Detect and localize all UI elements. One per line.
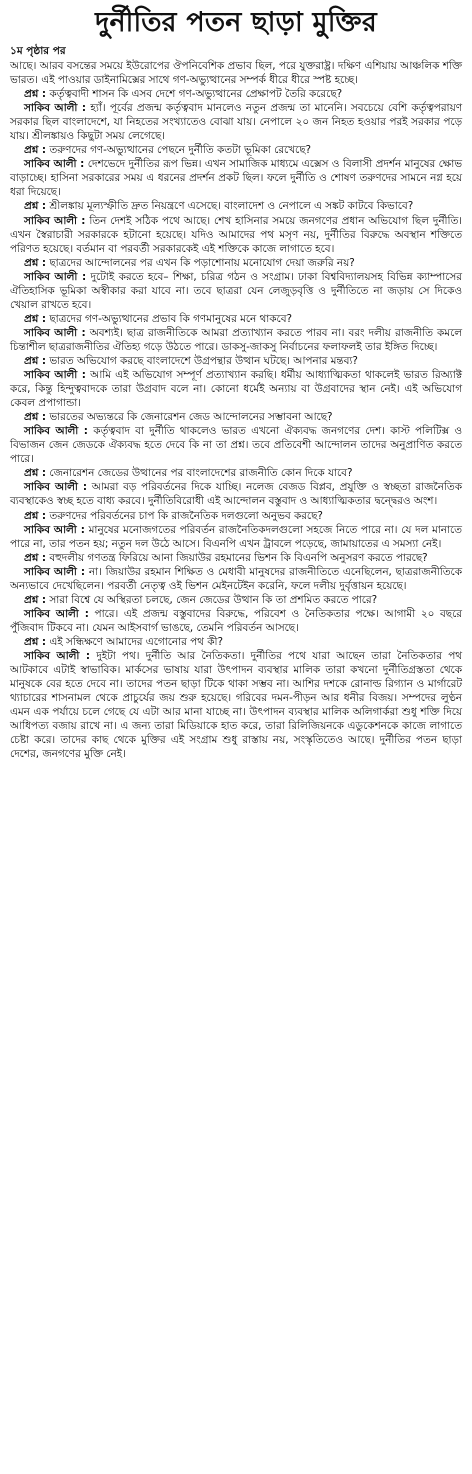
question-paragraph <box>10 551 462 565</box>
paragraph-text: আছে। আরব বসন্তের সময়ে ইউরোপের ঔপনিবেশিক প্রভাব ছিল, পরে যুক্তরাষ্ট্র। দক্ষিণ এশিয়ায় আঞ্চলিক শক্তি ভারত। এই পাওয়ার ডাইনামিক্সের সাথে গণ-অভ্যুত্থানের সম্পর্ক ধীরে ধীরে স্পষ্ট হচ্ছে। <box>10 60 462 87</box>
paragraph-text: দুটোই করতে হবে– শিক্ষা, চরিত্র গঠন ও সংগ্রাম। ঢাকা বিশ্ববিদ্যালয়সহ বিভিন্ন ক্যাম্পাসের ঐতিহাসিক ভূমিকা অস্বীকার করা যাবে না। তবে ছাত্ররা যেন লেজুড়বৃত্তি ও দুর্নীতিতে না জড়ায় সে দিকেও খেয়াল রাখতে হবে। <box>10 270 462 311</box>
speaker-label: সাকিব আলী : <box>24 425 88 438</box>
speaker-label: প্রশ্ন : <box>24 200 47 213</box>
speaker-label: প্রশ্ন : <box>24 551 47 564</box>
speaker-label: প্রশ্ন : <box>24 256 47 269</box>
speaker-label: প্রশ্ন : <box>24 635 47 648</box>
paragraph-text: বহুদলীয় গণতন্ত্র ফিরিয়ে আনা জিয়াউর রহমানের ভিশন কি বিএনপি অনুসরণ করতে পারছে? <box>49 551 428 564</box>
speaker-label: সাকিব আলী : <box>24 649 90 662</box>
question-paragraph <box>10 143 462 157</box>
article-body <box>10 59 462 761</box>
paragraph-text: পারে। এই প্রজন্ম বস্তুবাদের বিরুদ্ধে, পরিবেশ ও নৈতিকতার পক্ষে। আগামী ২০ বছরে পুঁজিবাদ টিকবে না। যেমন আইসবার্গ ভাঙছে, তেমনি পরিবর্তন আসছে। <box>10 607 462 634</box>
paragraph-text: ছাত্রদের গণ-অভ্যুত্থানের প্রভাব কি গণমানুষের মনে থাকবে? <box>49 312 293 325</box>
paragraph-text: মানুষের মনোজগতের পরিবর্তন রাজনৈতিকদলগুলো সহজে নিতে পারে না। যে দল মানাতে পারে না, তার পতন হয়; নতুন দল উঠে আসে। বিএনপি এখন ট্রাবলে পড়েছে, জামায়াতের এ সমস্যা নেই। <box>10 523 462 550</box>
speaker-label: সাকিব আলী : <box>24 481 88 494</box>
speaker-label: প্রশ্ন : <box>24 354 47 367</box>
answer-paragraph <box>10 607 462 635</box>
answer-paragraph <box>10 157 462 199</box>
paragraph-text: দুইটা পথ। দুর্নীতি আর নৈতিকতা। দুর্নীতির পথে যারা আছেন তারা নৈতিকতার পথ আটকাবে এটাই স্বাভাবিক। মার্কসের ভাষায় যারা উৎপাদন ব্যবস্থার মালিক তারা কখনো দুর্নীতিগ্রস্ততা থেকে মানুষকে বের হতে দেবে না। তাদের পতন ছাড়া টিকে থাকা সম্ভব না। আশির দশকে রোনাল্ড রিগ্যান ও মার্গারেট থ্যাচারের শাসনামল থেকে প্রাচুর্যের জয় শুরু হয়েছে। গরিবের দমন-পীড়ন আর ধনীর বিজয়। সম্পদের লুণ্ঠন এমন এক পর্যায়ে চলে গেছে যে এটা আর মানা যাচ্ছে না। উৎপাদন ব্যবস্থার মালিক অলিগার্করা শুধু শক্তি দিয়ে আধিপত্য বজায় রাখে না। এ জন্য তারা মিডিয়াকে হাত করে, তারা রিলিজিয়নকে এডুকেশনকে কাজে লাগাতে চেষ্টা করে। তাদের কাছ থেকে মুক্তির এই সংগ্রাম শুধু রাস্তায় নয়, সংস্কৃতিতেও আছে। দুর্নীতির পতন ছাড়া দেশের, জনগণের মুক্তি নেই। <box>10 649 462 761</box>
speaker-label: প্রশ্ন : <box>24 593 47 606</box>
continued-from-page: ১ম পৃষ্ঠার পর <box>10 45 66 57</box>
speaker-label: সাকিব আলী : <box>24 326 86 339</box>
question-paragraph <box>10 199 462 213</box>
question-paragraph <box>10 354 462 368</box>
paragraph-text: জেনারেশন জেডের উত্থানের পর বাংলাদেশের রাজনীতি কোন দিকে যাবে? <box>49 467 353 480</box>
paragraph-text: কর্তৃত্ববাদী শাসন কি এসব দেশে গণ-অভ্যুত্থানের প্রেক্ষাপট তৈরি করেছে? <box>49 88 343 101</box>
speaker-label: সাকিব আলী : <box>24 270 87 283</box>
paragraph-text: কর্তৃত্ববাদ বা দুর্নীতি থাকলেও ভারত এখনো ঐক্যবদ্ধ জনগণের দেশ। কাস্ট পলিটিক্স ও বিভাজন জেন জেডকে ঐক্যবদ্ধ হতে দেবে কি না তা প্রশ্ন। তবে প্রতিবেশী আন্দোলন তাদের অনুপ্রাণিত করতে পারে। <box>10 425 462 466</box>
speaker-label: সাকিব আলী : <box>24 565 86 578</box>
speaker-label: প্রশ্ন : <box>24 509 47 522</box>
paragraph-text: না। জিয়াউর রহমান শিক্ষিত ও মেধাবী মানুষদের রাজনীতিতে এনেছিলেন, ছাত্ররাজনীতিকে অন্যভাবে দেখেছিলেন। পরবর্তী নেতৃত্ব ওই ভিশন মেইনটেইন করেনি, ফলে দলীয় দুর্বৃত্তায়ন হয়েছে। <box>10 565 462 592</box>
paragraph-text: আমি এই অভিযোগ সম্পূর্ণ প্রত্যাখ্যান করছি। ধর্মীয় আধ্যাত্মিকতা থাকলেই ভারত রিঅ্যাক্ট করে, কিন্তু হিন্দুত্ববাদকে তারা উগ্রবাদ বলে না। কোনো ধর্মেই অন্যায় বা উগ্রবাদের স্থান নেই। এই অভিযোগ কেবল প্রপাগান্ডা। <box>10 369 462 410</box>
speaker-label: সাকিব আলী : <box>24 102 87 115</box>
paragraph-text: সারা বিশ্বে যে অস্থিরতা চলছে, জেন জেডের উত্থান কি তা প্রশমিত করতে পারে? <box>49 593 378 606</box>
question-paragraph <box>10 410 462 424</box>
speaker-label: প্রশ্ন : <box>24 411 47 424</box>
speaker-label: প্রশ্ন : <box>24 312 47 325</box>
answer-paragraph <box>10 101 462 143</box>
question-paragraph <box>10 466 462 480</box>
speaker-label: সাকিব আলী : <box>24 158 85 171</box>
paragraph-text: আমরা বড় পরিবর্তনের দিকে যাচ্ছি। নলেজ বেজড বিপ্লব, প্রযুক্তি ও স্বচ্ছতা রাজনৈতিক ব্যবস্থাকেও স্বচ্ছ হতে বাধ্য করবে। দুর্নীতিবিরোধী এই আন্দোলন বস্তুবাদ ও আধ্যাত্মিকতার দ্বন্দ্বেরও অংশ। <box>10 481 462 508</box>
question-paragraph <box>10 593 462 607</box>
speaker-label: সাকিব আলী : <box>24 607 89 620</box>
paragraph-text: ভারতের অভ্যন্তরে কি জেনারেশন জেড আন্দোলনের সম্ভাবনা আছে? <box>49 411 333 424</box>
answer-paragraph <box>10 326 462 354</box>
answer-paragraph <box>10 480 462 508</box>
speaker-label: সাকিব আলী : <box>24 214 86 227</box>
speaker-label: সাকিব আলী : <box>24 369 86 382</box>
paragraph-text: এই সন্ধিক্ষণে আমাদের এগোনোর পথ কী? <box>49 635 223 648</box>
answer-paragraph <box>10 649 462 761</box>
answer-paragraph <box>10 424 462 466</box>
answer-paragraph <box>10 368 462 410</box>
speaker-label: প্রশ্ন : <box>24 144 47 157</box>
paragraph-text: অবশ্যই। ছাত্র রাজনীতিকে আমরা প্রত্যাখ্যান করতে পারব না। বরং দলীয় রাজনীতি কমলে চিন্তাশীল ছাত্ররাজনীতির ঐতিহ্য গড়ে উঠতে পারে। ডাকসু-জাকসু নির্বাচনের ফলাফলই তার ইঙ্গিত দিচ্ছে। <box>10 326 462 353</box>
paragraph-text: ছাত্রদের আন্দোলনের পর এখন কি পড়াশোনায় মনোযোগ দেয়া জরুরি নয়? <box>49 256 355 269</box>
answer-paragraph <box>10 214 462 256</box>
speaker-label: প্রশ্ন : <box>24 88 47 101</box>
paragraph-text: তরুণদের গণ-অভ্যুত্থানের পেছনে দুর্নীতি কতটা ভূমিকা রেখেছে? <box>49 144 312 157</box>
question-paragraph <box>10 635 462 649</box>
paragraph-text: দেশভেদে দুর্নীতির রূপ ভিন্ন। এখন সামাজিক মাধ্যমে এক্সেস ও বিলাসী প্রদর্শন মানুষের ক্ষোভ বাড়াচ্ছে। হাসিনা সরকারের সময় এ ধরনের প্রদর্শন প্রকট ছিল। ফলে দুর্নীতি ও শোষণ তরুণদের সামনে নগ্ন হয়ে ধরা দিয়েছে। <box>10 158 462 199</box>
answer-paragraph <box>10 270 462 312</box>
paragraph-text: শ্রীলঙ্কায় মূল্যস্ফীতি দ্রুত নিয়ন্ত্রণে এসেছে। বাংলাদেশ ও নেপালে এ সঙ্কট কাটবে কিভাবে? <box>49 200 414 213</box>
headline: দুর্নীতির পতন ছাড়া মুক্তির <box>95 7 377 38</box>
paragraph-text: তরুণদের পরিবর্তনের চাপ কি রাজনৈতিক দলগুলো অনুভব করছে? <box>49 509 323 522</box>
speaker-label: প্রশ্ন : <box>24 467 47 480</box>
question-paragraph <box>10 256 462 270</box>
answer-paragraph <box>10 523 462 551</box>
paragraph-text: হ্যাঁ। পূর্বের প্রজন্ম কর্তৃত্ববাদ মানলেও নতুন প্রজন্ম তা মানেনি। সবচেয়ে বেশি কর্তৃত্বপরায়ণ সরকার ছিল বাংলাদেশে, যা নিহতের সংখ্যাতেও বোঝা যায়। নেপালে ২০ জন নিহত হওয়ার পরই সরকার পড়ে যায়। শ্রীলঙ্কায়ও কিছুটা সময় লেগেছে। <box>10 102 462 143</box>
question-paragraph <box>10 509 462 523</box>
paragraph-text: তিন দেশই সঠিক পথে আছে। শেখ হাসিনার সময়ে জনগণের প্রধান অভিযোগ ছিল দুর্নীতি। এখন স্বৈরাচারী সরকারকে হটানো হয়েছে। যদিও আমাদের পথ মসৃণ নয়, দুর্নীতির বিরুদ্ধে অবস্থান শক্তিতে পরিণত হয়েছে। বর্তমান বা পরবর্তী সরকারকেই এই শক্তিকে কাজে লাগাতে হবে। <box>10 214 462 255</box>
speaker-label: সাকিব আলী : <box>24 523 85 536</box>
continuation-paragraph <box>10 59 462 87</box>
question-paragraph <box>10 312 462 326</box>
paragraph-text: ভারত অভিযোগ করছে বাংলাদেশে উগ্রপন্থার উত্থান ঘটছে। আপনার মন্তব্য? <box>49 354 358 367</box>
question-paragraph <box>10 87 462 101</box>
answer-paragraph <box>10 565 462 593</box>
